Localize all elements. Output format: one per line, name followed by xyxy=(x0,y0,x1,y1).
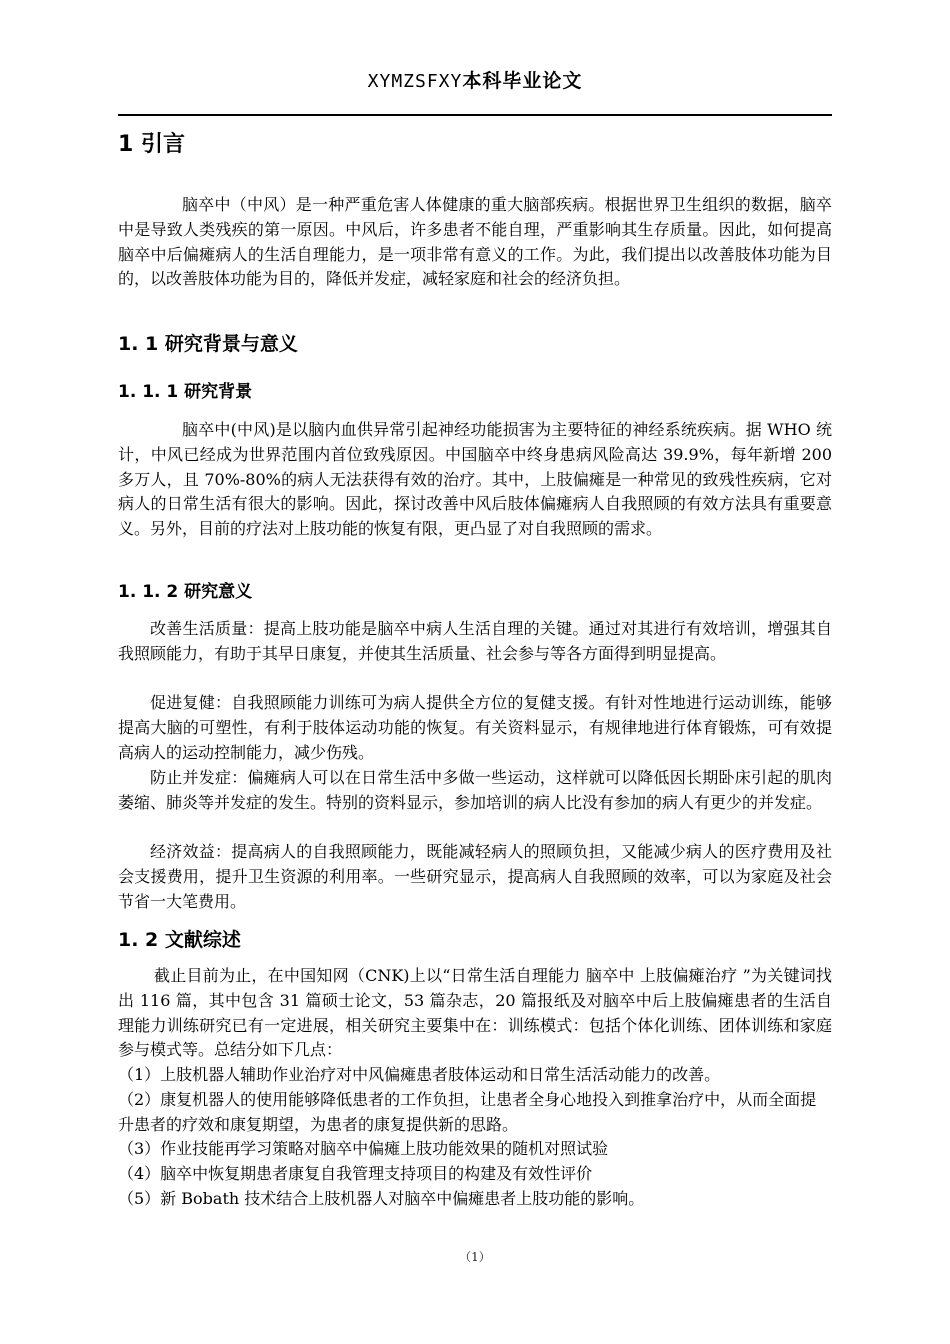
page-header xyxy=(118,66,832,93)
section-1-1-1-paragraph: 脑卒中(中风)是以脑内血供异常引起神经功能损害为主要特征的神经系统疾病。据 WHO 统计，中风已经成为世界范围内首位致残原因。中国脑卒中终身患病风险高达 39.9%，每年新增 200 多万人，且 70%-80%的病人无法获得有效的治疗。其中，上肢偏瘫是一种常见的致残性疾病，它对病人的日常生活有很大的影响。因此，探讨改善中风后肢体偏瘫病人自我照顾的有效方法具有重要意义。另外，目前的疗法对上肢功能的恢复有限，更凸显了对自我照顾的需求。 xyxy=(118,420,832,539)
section-1-1-2-title: 1. 1. 2 研究意义 xyxy=(118,582,253,602)
significance-rehab: 促进复健：自我照顾能力训练可为病人提供全方位的复健支援。有针对性地进行运动训练，能够提高大脑的可塑性，有利于肢体运动功能的恢复。有关资料显示，有规律地进行体育锻炼，可有效提高病人的运动控制能力，减少伤残。 xyxy=(118,693,832,762)
section-1-paragraph: 脑卒中（中风）是一种严重危害人体健康的重大脑部疾病。根据世界卫生组织的数据，脑卒中是导致人类残疾的第一原因。中风后，许多患者不能自理，严重影响其生存质量。因此，如何提高脑卒中后偏瘫病人的生活自理能力，是一项非常有意义的工作。为此，我们提出以改善肢体功能为目的，以改善肢体功能为目的，降低并发症，减轻家庭和社会的经济负担。 xyxy=(118,195,832,289)
significance-economic: 经济效益：提高病人的自我照顾能力，既能减轻病人的照顾负担，又能减少病人的医疗费用及社会支援费用，提升卫生资源的利用率。一些研究显示，提高病人自我照顾的效率，可以为家庭及社会节省一大笔费用。 xyxy=(118,842,832,911)
literature-item: （4）脑卒中恢复期患者康复自我管理支持项目的构建及有效性评价 xyxy=(118,1164,593,1184)
literature-item: （3）作业技能再学习策略对脑卒中偏瘫上肢功能效果的随机对照试验 xyxy=(118,1139,609,1159)
header-rule xyxy=(118,114,832,116)
header-latin: XYMZSFXY xyxy=(367,71,463,92)
significance-complications: 防止并发症：偏瘫病人可以在日常生活中多做一些运动，这样就可以降低因长期卧床引起的肌肉萎缩、肺炎等并发症的发生。特别的资料显示，参加培训的病人比没有参加的病人有更少的并发症。 xyxy=(118,768,832,812)
section-1-2-title: 1. 2 文献综述 xyxy=(118,929,241,951)
header-title: 本科毕业论文 xyxy=(462,70,583,92)
section-1-1-1-title: 1. 1. 1 研究背景 xyxy=(118,382,253,402)
section-1-1-title: 1. 1 研究背景与意义 xyxy=(118,333,298,355)
literature-list xyxy=(118,1063,832,1212)
literature-item: （5）新 Bobath 技术结合上肢机器人对脑卒中偏瘫患者上肢功能的影响。 xyxy=(118,1188,645,1208)
literature-intro: 截止目前为止，在中国知网（CNK)上以“日常生活自理能力 脑卒中 上肢偏瘫治疗 ”为关键词找出 116 篇，其中包含 31 篇硕士论文，53 篇杂志，20 篇报纸及对脑卒中后上肢偏瘫患者的生活自理能力训练研究已有一定进展，相关研究主要集中在：训练模式：包括个体化训练、团体训练和家庭参与模式等。总结分如下几点： xyxy=(118,966,832,1060)
page-number: （1） xyxy=(459,1250,491,1264)
literature-item: （1）上肢机器人辅助作业治疗对中风偏瘫患者肢体运动和日常生活活动能力的改善。 xyxy=(118,1065,721,1084)
literature-item: （2）康复机器人的使用能够降低患者的工作负担，让患者全身心地投入到推拿治疗中，从而全面提升患者的疗效和康复期望，为患者的康复提供新的思路。 xyxy=(118,1089,817,1134)
significance-quality: 改善生活质量：提高上肢功能是脑卒中病人生活自理的关键。通过对其进行有效培训，增强其自我照顾能力，有助于其早日康复，并使其生活质量、社会参与等各方面得到明显提高。 xyxy=(118,619,832,663)
document-page xyxy=(118,0,832,1344)
section-1-title: 1 引言 xyxy=(118,132,185,157)
